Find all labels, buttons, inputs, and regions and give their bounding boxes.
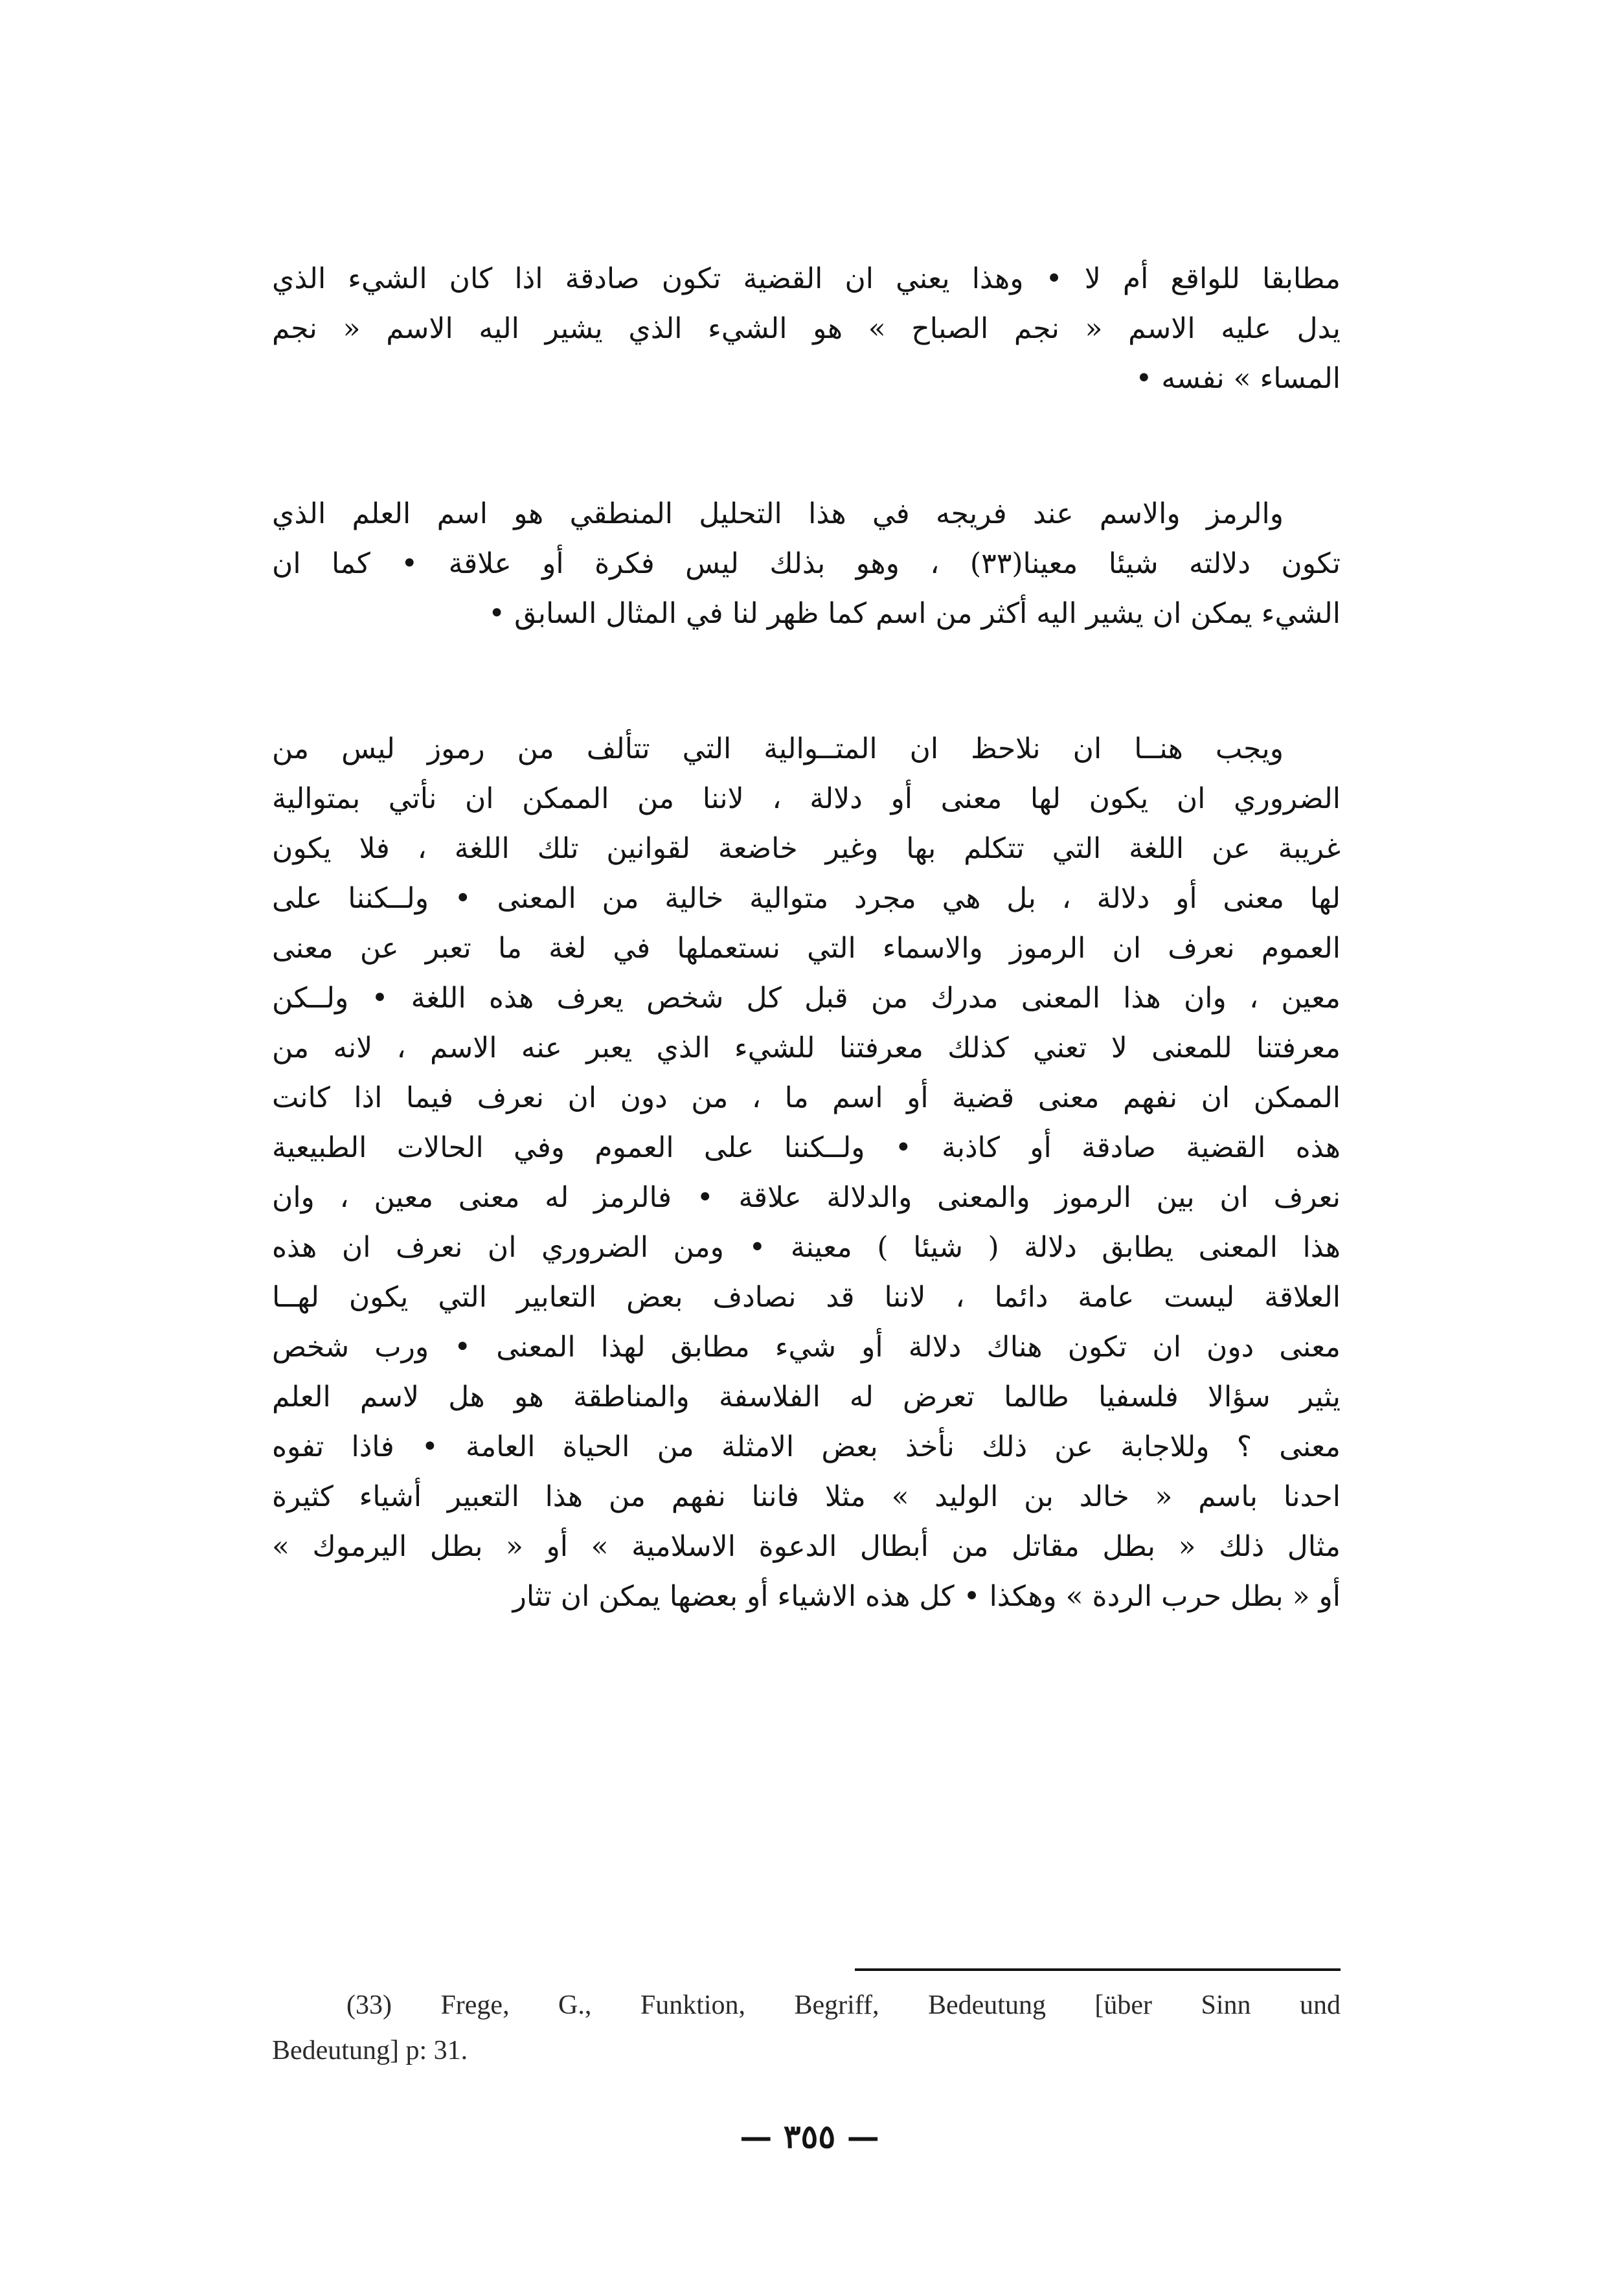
- paragraph-line: نعرف ان بين الرموز والمعنى والدلالة علاقة • فالرمز له معنى معين ، وان: [272, 1181, 1341, 1214]
- paragraph-line: الممكن ان نفهم معنى قضية أو اسم ما ، من دون ان نعرف فيما اذا كانت: [272, 1081, 1341, 1114]
- paragraph-line: مطابقا للواقع أم لا • وهذا يعني ان القضية تكون صادقة اذا كان الشيء الذي: [272, 262, 1341, 295]
- paragraph-line: هذا المعنى يطابق دلالة ( شيئا ) معينة • ومن الضروري ان نعرف ان هذه: [272, 1231, 1341, 1264]
- paragraph-line: معين ، وان هذا المعنى مدرك من قبل كل شخص يعرف هذه اللغة • ولــكن: [272, 982, 1341, 1015]
- footnote-line: Bedeutung] p: 31.: [272, 2036, 468, 2065]
- paragraph-line: هذه القضية صادقة أو كاذبة • ولــكننا على العموم وفي الحالات الطبيعية: [272, 1131, 1341, 1164]
- footnote-line: (33) Frege, G., Funktion, Begriff, Bedeutung [über Sinn und: [346, 1990, 1341, 2020]
- paragraph-line: تكون دلالته شيئا معينا(٣٣) ، وهو بذلك ليس فكرة أو علاقة • كما ان: [272, 547, 1341, 580]
- paragraph-2: [272, 489, 1341, 638]
- paragraph-line: العلاقة ليست عامة دائما ، لاننا قد نصادف بعض التعابير التي يكون لهــا: [272, 1281, 1341, 1314]
- paragraph-line: لها معنى أو دلالة ، بل هي مجرد متوالية خالية من المعنى • ولــكننا على: [272, 882, 1341, 915]
- footnote-separator: [855, 1968, 1341, 1971]
- paragraph-line: يثير سؤالا فلسفيا طالما تعرض له الفلاسفة والمناطقة هو هل لاسم العلم: [272, 1380, 1341, 1413]
- paragraph-line: معرفتنا للمعنى لا تعني كذلك معرفتنا للشيء الذي يعبر عنه الاسم ، لانه من: [272, 1031, 1341, 1064]
- paragraph-3: [272, 724, 1341, 1621]
- paragraph-line: غريبة عن اللغة التي تتكلم بها وغير خاضعة لقوانين تلك اللغة ، فلا يكون: [272, 832, 1341, 865]
- paragraph-line: مثال ذلك « بطل مقاتل من أبطال الدعوة الاسلامية » أو « بطل اليرموك »: [272, 1530, 1341, 1563]
- paragraph-line: المساء » نفسه •: [1135, 362, 1341, 395]
- footnote: [272, 1983, 1341, 2073]
- paragraph-line: ويجب هنــا ان نلاحظ ان المتــوالية التي تتألف من رموز ليس من: [272, 732, 1284, 765]
- paragraph-line: العموم نعرف ان الرموز والاسماء التي نستعملها في لغة ما تعبر عن معنى: [272, 932, 1341, 965]
- paragraph-line: الضروري ان يكون لها معنى أو دلالة ، لاننا من الممكن ان نأتي بمتوالية: [272, 782, 1341, 815]
- paragraph-line: معنى ؟ وللاجابة عن ذلك نأخذ بعض الامثلة من الحياة العامة • فاذا تفوه: [272, 1430, 1341, 1463]
- paragraph-1: [272, 254, 1341, 403]
- page-number: — ٣٥٥ —: [740, 2117, 879, 2155]
- paragraph-line: أو « بطل حرب الردة » وهكذا • كل هذه الاشياء أو بعضها يمكن ان تثار: [512, 1580, 1341, 1613]
- paragraph-line: معنى دون ان تكون هناك دلالة أو شيء مطابق لهذا المعنى • ورب شخص: [272, 1331, 1341, 1364]
- paragraph-line: احدنا باسم « خالد بن الوليد » مثلا فاننا نفهم من هذا التعبير أشياء كثيرة: [272, 1480, 1341, 1513]
- paragraph-line: والرمز والاسم عند فريجه في هذا التحليل المنطقي هو اسم العلم الذي: [272, 497, 1284, 530]
- paragraph-line: يدل عليه الاسم « نجم الصباح » هو الشيء الذي يشير اليه الاسم « نجم: [272, 312, 1341, 345]
- paragraph-line: الشيء يمكن ان يشير اليه أكثر من اسم كما ظهر لنا في المثال السابق •: [488, 597, 1341, 630]
